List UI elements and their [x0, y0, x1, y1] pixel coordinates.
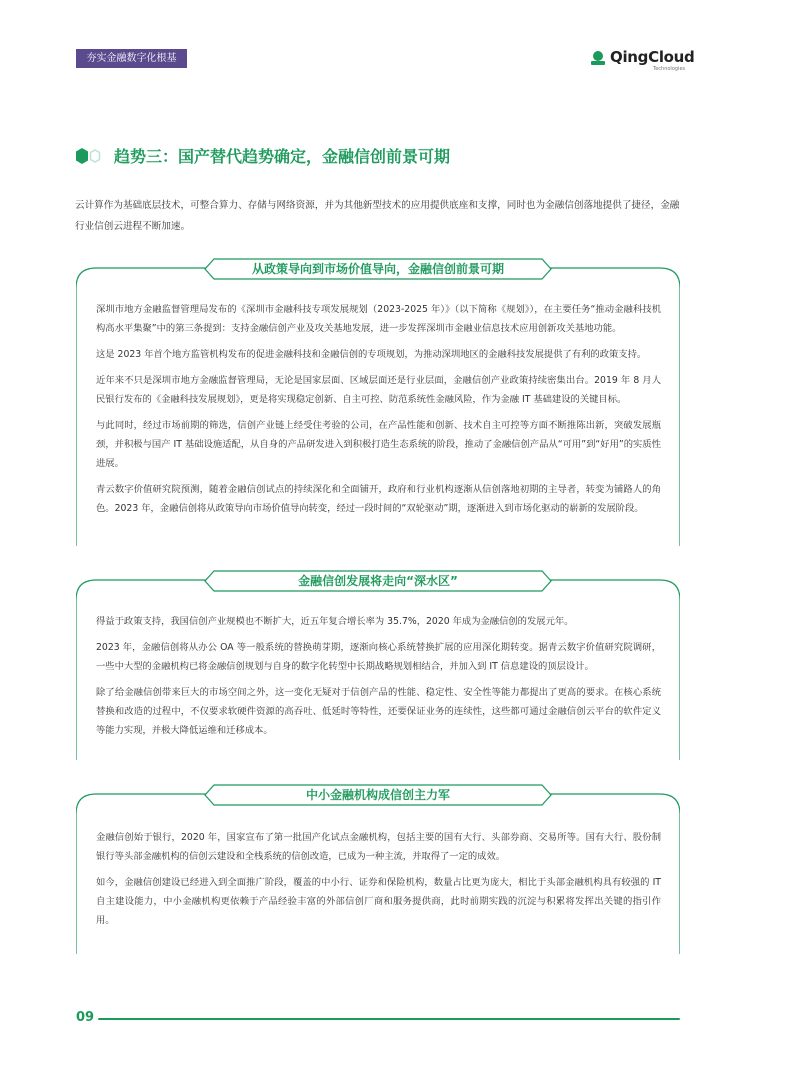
header-tag: 夯实金融数字化根基	[76, 49, 187, 68]
logo-name: QingCloud	[610, 48, 695, 66]
box-smb-institutions	[76, 784, 680, 954]
paragraph: 这是 2023 年首个地方监管机构发布的促进金融科技和金融信创的专项规划，为推动深圳地区的金融科技发展提供了有利的政策支持。	[96, 349, 647, 360]
section-title-text: 趋势三：国产替代趋势确定，金融信创前景可期	[114, 147, 451, 166]
section-title	[75, 144, 715, 170]
paragraph: 深圳市地方金融监督管理局发布的《深圳市金融科技专项发展规划（2023-2025 年）》（以下简称《规划》），在主要任务“推动金融科技机构高水平集聚”中的第三条提到：支持金融信创产业及攻关基地发展，进一步发挥深圳市金融业信息技术应用创新攻关基地功能。	[96, 304, 661, 334]
box-header	[204, 570, 552, 592]
box-body	[96, 828, 661, 937]
paragraph: 青云数字价值研究院预测，随着金融信创试点的持续深化和全面铺开，政府和行业机构逐渐从信创落地初期的主导者，转变为铺路人的角色。2023 年，金融信创将从政策导向市场价值导向转变，经过一段时间的“双轮驱动”期，逐渐进入到市场化驱动的崭新的发展阶段。	[96, 484, 661, 514]
box-title: 金融信创发展将走向“深水区”	[298, 574, 458, 588]
page-footer	[76, 1010, 682, 1026]
paragraph: 除了给金融信创带来巨大的市场空间之外，这一变化无疑对于信创产品的性能、稳定性、安全性等能力都提出了更高的要求。在核心系统替换和改造的过程中，不仅要求软硬件资源的高吞吐、低延时等特性，还要保证业务的连续性，这些都可通过金融信创云平台的软件定义等能力实现，并极大降低运维和迁移成本。	[96, 687, 661, 736]
box-header	[204, 258, 552, 280]
paragraph: 2023 年，金融信创将从办公 OA 等一般系统的替换萌芽期，逐渐向核心系统替换扩展的应用深化期转变。据青云数字价值研究院调研，一些中大型的金融机构已将金融信创规划与自身的数字化转型中长期战略规划相结合，并加入到 IT 信息建设的顶层设计。	[96, 642, 661, 672]
box-body	[96, 612, 661, 747]
paragraph: 与此同时，经过市场前期的筛选，信创产业链上经受住考验的公司，在产品性能和创新、技术自主可控等方面不断推陈出新，突破发展瓶颈，并积极与国产 IT 基础设施适配，从自身的产品研发进入到积极打造生态系统的阶段，推动了金融信创产品从“可用”到“好用”的实质性进展。	[96, 420, 661, 469]
page-number: 09	[76, 1010, 95, 1025]
box-title: 从政策导向到市场价值导向，金融信创前景可期	[251, 262, 504, 276]
box-title: 中小金融机构成信创主力军	[305, 788, 450, 802]
logo-sub: Technologies	[653, 66, 686, 72]
box-body	[96, 300, 661, 525]
qingcloud-logo	[590, 48, 695, 74]
box-deep-water	[76, 570, 680, 760]
paragraph: 近年来不只是深圳市地方金融监督管理局，无论是国家层面、区域层面还是行业层面，金融信创产业政策持续密集出台。2019 年 8 月人民银行发布的《金融科技发展规划》，更是将实现稳定创新、自主可控、防范系统性金融风险，作为金融 IT 基础建设的关键目标。	[96, 375, 661, 405]
qingcloud-logo-icon	[590, 50, 606, 66]
paragraph: 得益于政策支持，我国信创产业规模也不断扩大，近五年复合增长率为 35.7%，2020 年成为金融信创的发展元年。	[96, 616, 574, 627]
box-header	[204, 784, 552, 806]
footer-divider	[98, 1018, 680, 1020]
section-intro: 云计算作为基础底层技术，可整合算力、存储与网络资源，并为其他新型技术的应用提供底座和支撑，同时也为金融信创落地提供了捷径，金融行业信创云进程不断加速。	[75, 200, 680, 232]
hexagon-bullet-icon	[75, 147, 103, 165]
paragraph: 如今，金融信创建设已经进入到全面推广阶段，覆盖的中小行、证券和保险机构，数量占比更为庞大，相比于头部金融机构具有较强的 IT 自主建设能力，中小金融机构更依赖于产品经验丰富的外部信创厂商和服务提供商，此时前期实践的沉淀与积累将发挥出关键的指引作用。	[96, 877, 661, 926]
paragraph: 金融信创始于银行，2020 年，国家宣布了第一批国产化试点金融机构，包括主要的国有大行、头部券商、交易所等。国有大行、股份制银行等头部金融机构的信创云建设和全栈系统的信创改造，已成为一种主流，并取得了一定的成效。	[96, 832, 661, 862]
box-policy-to-market	[76, 258, 680, 546]
